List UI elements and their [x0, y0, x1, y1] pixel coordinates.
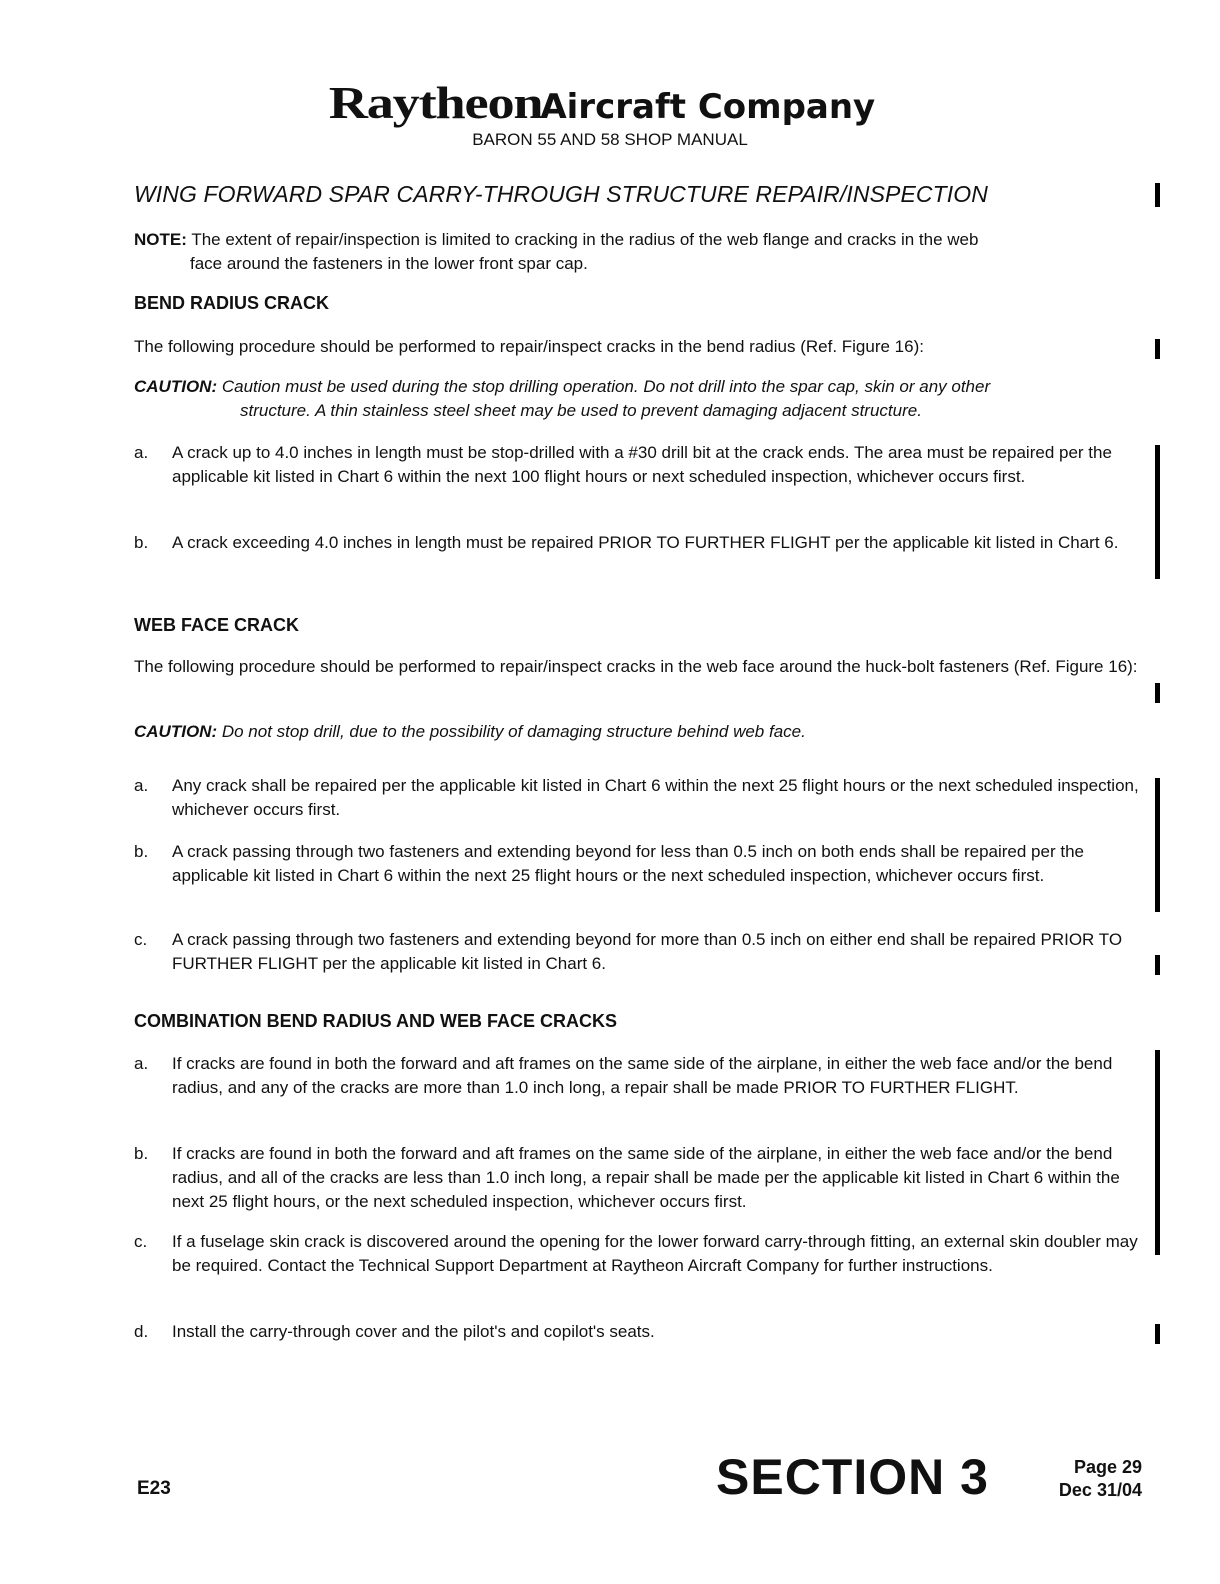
list-item [134, 441, 1139, 489]
brand-wordmark: Raytheon [328, 77, 543, 128]
list-item [134, 928, 1139, 976]
page-date: Dec 31/04 [1058, 1480, 1142, 1500]
web-heading: WEB FACE CRACK [134, 615, 299, 635]
bend-intro: The following procedure should be performed to repair/inspect cracks in the bend radius (Ref. Figure 16): [134, 337, 924, 356]
section-label: SECTION 3 [716, 1449, 989, 1505]
item-letter: a. [134, 1054, 149, 1073]
item-letter: b. [134, 533, 149, 552]
item-letter: a. [134, 443, 149, 462]
company-logo [0, 76, 1220, 129]
item-letter: c. [134, 1232, 148, 1251]
list-item [134, 531, 1139, 555]
web-caution-label: CAUTION: [134, 722, 218, 741]
bend-heading: BEND RADIUS CRACK [134, 293, 330, 313]
bend-caution-line-1: Caution must be used during the stop drilling operation. Do not drill into the spar cap, skin or any other [221, 377, 991, 396]
item-letter: b. [134, 1144, 149, 1163]
item-text: A crack passing through two fasteners and extending beyond for more than 0.5 inch on either end shall be repaired PRIOR TO FURTHER FLIGHT per the applicable kit listed in Chart 6. [172, 930, 1123, 973]
item-text: Any crack shall be repaired per the applicable kit listed in Chart 6 within the next 25 flight hours or the next scheduled inspection, whichever occurs first. [172, 776, 1139, 819]
item-letter: a. [134, 776, 149, 795]
revision-bar [1155, 183, 1160, 207]
list-item [134, 1230, 1139, 1278]
revision-bar [1155, 683, 1160, 703]
item-letter: d. [134, 1322, 149, 1341]
bend-caution-label: CAUTION: [134, 377, 218, 396]
web-intro: The following procedure should be performed to repair/inspect cracks in the web face around the huck-bolt fasteners (Ref. Figure 16): [134, 657, 1138, 676]
note-line-1: The extent of repair/inspection is limited to cracking in the radius of the web flange and cracks in the web [191, 230, 979, 249]
note-label: NOTE: [134, 230, 187, 249]
item-text: If a fuselage skin crack is discovered around the opening for the lower forward carry-through fitting, an external skin doubler may be required. Contact the Technical Support Department at Raytheon Aircraft Company for further instructions. [172, 1232, 1138, 1275]
company-name: Aircraft Company [540, 87, 876, 127]
page-number: Page 29 [1073, 1457, 1142, 1477]
manual-subtitle: BARON 55 AND 58 SHOP MANUAL [472, 130, 748, 149]
item-text: A crack exceeding 4.0 inches in length must be repaired PRIOR TO FURTHER FLIGHT per the applicable kit listed in Chart 6. [172, 533, 1119, 552]
note [134, 228, 1144, 276]
list-item [134, 1320, 1139, 1344]
item-text: A crack up to 4.0 inches in length must be stop-drilled with a #30 drill bit at the crack ends. The area must be repaired per the applicable kit listed in Chart 6 within the next 100 flight hours or next scheduled inspection, whichever occurs first. [172, 443, 1112, 486]
item-text: If cracks are found in both the forward and aft frames on the same side of the airplane, in either the web face and/or the bend radius, and all of the cracks are less than 1.0 inch long, a repair shall be made per the applicable kit listed in Chart 6 within the next 25 flight hours, or the next scheduled inspection, whichever occurs first. [172, 1144, 1120, 1211]
combo-heading: COMBINATION BEND RADIUS AND WEB FACE CRACKS [134, 1011, 617, 1031]
revision-bar [1155, 1050, 1160, 1255]
item-text: If cracks are found in both the forward and aft frames on the same side of the airplane, in either the web face and/or the bend radius, and any of the cracks are more than 1.0 inch long, a repair shall be made PRIOR TO FURTHER FLIGHT. [172, 1054, 1113, 1097]
list-item [134, 1142, 1139, 1214]
web-caution [134, 720, 1144, 744]
note-line-2: face around the fasteners in the lower front spar cap. [190, 254, 588, 273]
revision-bar [1155, 339, 1160, 359]
bend-caution [134, 375, 1144, 423]
revision-bar [1155, 445, 1160, 579]
revision-bar [1155, 1324, 1160, 1344]
page-info [1042, 1456, 1142, 1502]
list-item [134, 774, 1139, 822]
list-item [134, 1052, 1139, 1100]
item-text: Install the carry-through cover and the pilot's and copilot's seats. [172, 1322, 655, 1341]
item-text: A crack passing through two fasteners and extending beyond for less than 0.5 inch on both ends shall be repaired per the applicable kit listed in Chart 6 within the next 25 flight hours or the next scheduled inspection, whichever occurs first. [172, 842, 1084, 885]
item-letter: c. [134, 930, 148, 949]
revision-bar [1155, 955, 1160, 975]
web-caution-text: Do not stop drill, due to the possibility of damaging structure behind web face. [221, 722, 806, 741]
list-item [134, 840, 1139, 888]
bend-caution-line-2: structure. A thin stainless steel sheet may be used to prevent damaging adjacent structure. [240, 401, 922, 420]
revision-bar [1155, 778, 1160, 912]
item-letter: b. [134, 842, 149, 861]
footer-code: E23 [137, 1478, 171, 1499]
page-title: WING FORWARD SPAR CARRY-THROUGH STRUCTURE REPAIR/INSPECTION [134, 181, 988, 207]
